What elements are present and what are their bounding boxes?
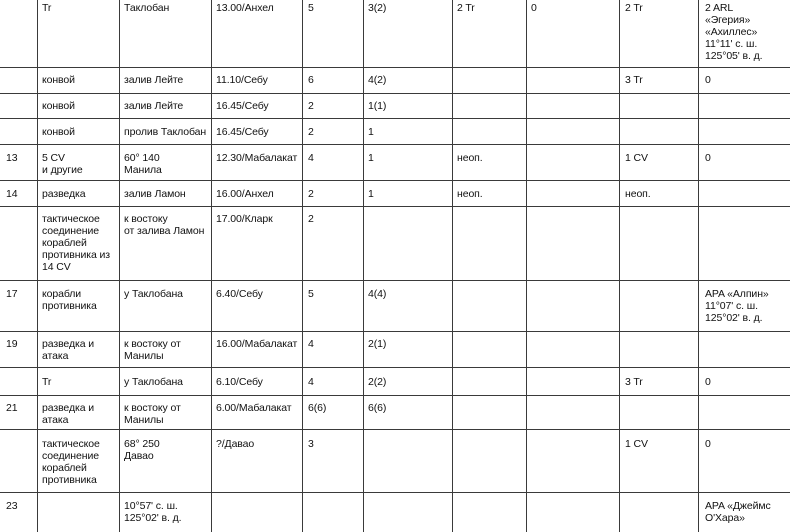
aircraft-count-cell: 4: [308, 338, 314, 350]
sorties-cell: 3(2): [368, 2, 387, 14]
row-number: 14: [6, 188, 18, 200]
sorties-cell: 6(6): [368, 402, 387, 414]
time-base-cell: 12.30/Мабалакат: [216, 152, 298, 164]
aircraft-count-cell: 5: [308, 2, 314, 14]
row-number: 17: [6, 288, 18, 300]
type-cell: разведка и атака: [42, 402, 95, 426]
area-cell: к востоку от Манилы: [124, 402, 181, 426]
sorties-cell: 2(2): [368, 376, 387, 388]
notes-cell: 0: [705, 74, 711, 86]
time-base-cell: 16.45/Себу: [216, 100, 269, 112]
row-number: 19: [6, 338, 18, 350]
column-divider: [698, 0, 699, 532]
result-cell: 3 Tr: [625, 376, 643, 388]
notes-cell: APA «Алпин» 11°07' с. ш. 125°02' в. д.: [705, 288, 769, 324]
result-cell: 3 Tr: [625, 74, 643, 86]
row-divider: [0, 67, 790, 68]
type-cell: тактическое соединение кораблей противника из 14 CV: [42, 213, 111, 273]
type-cell: 5 CV и другие: [42, 152, 83, 176]
row-divider: [0, 331, 790, 332]
row-divider: [0, 492, 790, 493]
sorties-cell: 4(4): [368, 288, 387, 300]
time-base-cell: 6.00/Мабалакат: [216, 402, 292, 414]
claimed-cell: неоп.: [457, 152, 483, 164]
aircraft-count-cell: 2: [308, 188, 314, 200]
time-base-cell: 16.00/Анхел: [216, 188, 274, 200]
type-cell: конвой: [42, 74, 75, 86]
type-cell: конвой: [42, 100, 75, 112]
sorties-cell: 4(2): [368, 74, 387, 86]
type-cell: корабли противника: [42, 288, 97, 312]
type-cell: тактическое соединение кораблей противника: [42, 438, 100, 486]
column-divider: [363, 0, 364, 532]
area-cell: залив Лейте: [124, 100, 184, 112]
area-cell: пролив Таклобан: [124, 126, 207, 138]
aircraft-count-cell: 3: [308, 438, 314, 450]
row-divider: [0, 118, 790, 119]
notes-cell: 2 ARL «Эгерия» «Ахиллес» 11°11' с. ш. 125°05' в. д.: [705, 2, 763, 62]
aircraft-count-cell: 2: [308, 213, 314, 225]
sorties-cell: 1: [368, 188, 374, 200]
sorties-cell: 2(1): [368, 338, 387, 350]
row-divider: [0, 280, 790, 281]
aircraft-count-cell: 2: [308, 126, 314, 138]
area-cell: к востоку от Манилы: [124, 338, 181, 362]
row-divider: [0, 93, 790, 94]
type-cell: разведка и атака: [42, 338, 95, 362]
area-cell: залив Лейте: [124, 74, 184, 86]
row-divider: [0, 367, 790, 368]
row-divider: [0, 180, 790, 181]
column-divider: [452, 0, 453, 532]
area-cell: залив Ламон: [124, 188, 186, 200]
row-divider: [0, 206, 790, 207]
time-base-cell: 13.00/Анхел: [216, 2, 274, 14]
row-number: 13: [6, 152, 18, 164]
area-cell: 68° 250 Давао: [124, 438, 160, 462]
time-base-cell: 16.45/Себу: [216, 126, 269, 138]
type-cell: конвой: [42, 126, 75, 138]
notes-cell: 0: [705, 376, 711, 388]
row-divider: [0, 429, 790, 430]
result-cell: 2 Tr: [625, 2, 643, 14]
claimed-cell: 2 Tr: [457, 2, 475, 14]
sorties-cell: 1: [368, 152, 374, 164]
aircraft-count-cell: 6(6): [308, 402, 327, 414]
result-cell: 1 CV: [625, 438, 648, 450]
column-divider: [211, 0, 212, 532]
time-base-cell: 16.00/Мабалакат: [216, 338, 298, 350]
column-divider: [37, 0, 38, 532]
aircraft-count-cell: 4: [308, 376, 314, 388]
time-base-cell: 6.40/Себу: [216, 288, 263, 300]
area-cell: Таклобан: [124, 2, 170, 14]
row-number: 21: [6, 402, 18, 414]
row-number: 23: [6, 500, 18, 512]
type-cell: Tr: [42, 2, 52, 14]
sorties-cell: 1(1): [368, 100, 387, 112]
time-base-cell: ?/Давао: [216, 438, 255, 450]
time-base-cell: 11.10/Себу: [216, 74, 268, 86]
area-cell: 10°57' с. ш. 125°02' в. д.: [124, 500, 182, 524]
time-base-cell: 6.10/Себу: [216, 376, 263, 388]
result-cell: неоп.: [625, 188, 651, 200]
type-cell: разведка: [42, 188, 86, 200]
column-divider: [526, 0, 527, 532]
result-cell: 1 CV: [625, 152, 648, 164]
area-cell: к востоку от залива Ламон: [124, 213, 205, 237]
aircraft-count-cell: 2: [308, 100, 314, 112]
aircraft-count-cell: 4: [308, 152, 314, 164]
damaged-cell: 0: [531, 2, 537, 14]
column-divider: [619, 0, 620, 532]
notes-cell: 0: [705, 152, 711, 164]
claimed-cell: неоп.: [457, 188, 483, 200]
area-cell: у Таклобана: [124, 376, 183, 388]
notes-cell: APA «Джеймс О'Хара»: [705, 500, 771, 524]
row-divider: [0, 395, 790, 396]
aircraft-count-cell: 6: [308, 74, 314, 86]
column-divider: [119, 0, 120, 532]
sorties-cell: 1: [368, 126, 374, 138]
aircraft-count-cell: 5: [308, 288, 314, 300]
type-cell: Tr: [42, 376, 52, 388]
area-cell: 60° 140 Манила: [124, 152, 162, 176]
area-cell: у Таклобана: [124, 288, 183, 300]
row-divider: [0, 144, 790, 145]
column-divider: [302, 0, 303, 532]
time-base-cell: 17.00/Кларк: [216, 213, 273, 225]
notes-cell: 0: [705, 438, 711, 450]
